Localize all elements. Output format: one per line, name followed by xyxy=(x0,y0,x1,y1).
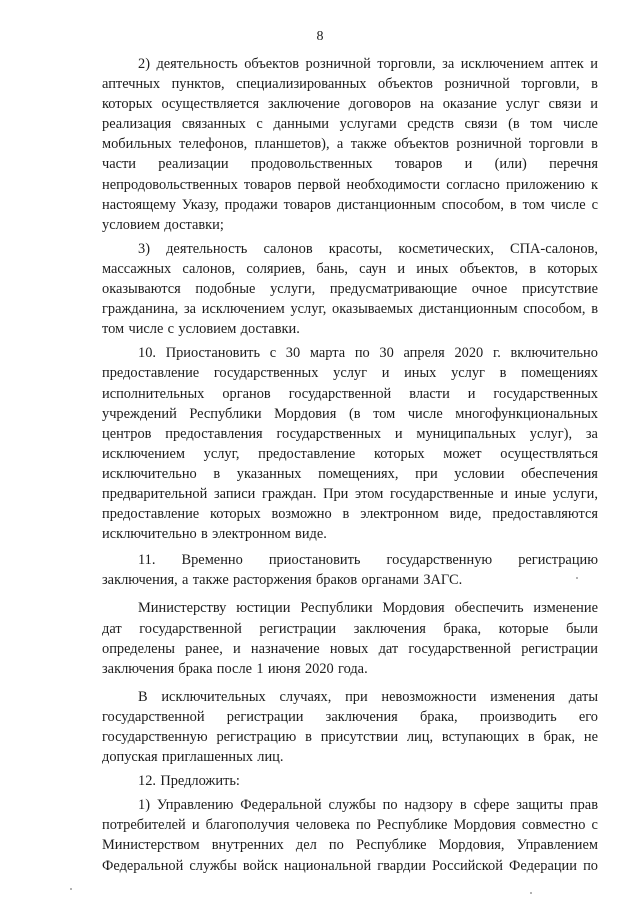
text-line: Министерству юстиции Республики Мордовия обеспечить изменение xyxy=(138,600,598,617)
text-line: том числе с условием доставки. xyxy=(102,321,300,338)
text-line: потребителей и благополучия человека по Республике Мордовия совместно с xyxy=(102,817,598,834)
scan-speck xyxy=(530,892,532,894)
text-line: исключением услуг, предоставление которых может осуществляться xyxy=(102,445,598,462)
paragraph-exceptional-cases xyxy=(102,687,598,767)
document-body xyxy=(102,54,598,876)
text-line: 3) деятельность салонов красоты, косметических, СПА-салонов, xyxy=(138,240,598,257)
text-line: непродовольственных товаров первой необходимости согласно приложению к xyxy=(102,176,598,193)
text-line: настоящему Указу, продажи товаров дистанционным способом, в том числе с xyxy=(102,196,598,213)
paragraph-item-12 xyxy=(102,771,598,791)
paragraph-item-10 xyxy=(102,343,598,544)
text-line: предоставление государственных услуг и иных услуг в помещениях xyxy=(102,365,598,382)
text-line: Министерством внутренних дел по Республике Мордовия, Управлением xyxy=(102,837,598,854)
text-line: части реализации продовольственных товаров и (или) перечня xyxy=(102,156,598,173)
text-line: исполнительных органов государственной власти и государственных xyxy=(102,385,598,402)
paragraph-rospotrebnadzor xyxy=(102,795,598,875)
text-line: оказываются подобные услуги, предусматривающие очное присутствие xyxy=(102,281,598,298)
text-line: Федеральной службы войск национальной гвардии Российской Федерации по xyxy=(102,857,598,874)
scan-speck xyxy=(576,577,578,579)
text-line: заключения, а также расторжения браков органами ЗАГС. xyxy=(102,572,463,589)
text-line: гражданина, за исключением услуг, оказываемых дистанционным способом, в xyxy=(102,301,598,318)
text-line: аптечных пунктов, специализированных объектов розничной торговли, в xyxy=(102,76,598,93)
page-number: 8 xyxy=(316,29,324,44)
text-line: 11. Временно приостановить государственную регистрацию xyxy=(138,552,598,569)
text-line: мобильных телефонов, планшетов), а также объектов розничной торговли в xyxy=(102,136,598,153)
text-line: которых осуществляется заключение договоров на оказание услуг связи и xyxy=(102,96,598,113)
text-line: учреждений Республики Мордовия (в том числе многофункциональных xyxy=(102,405,598,422)
text-line: определены ранее, и назначение новых дат государственной регистрации xyxy=(102,640,598,657)
text-line: допуская приглашенных лиц. xyxy=(102,749,284,766)
text-line: дат государственной регистрации заключения брака, которые были xyxy=(102,620,598,637)
text-line: 1) Управлению Федеральной службы по надзору в сфере защиты прав xyxy=(138,797,598,814)
text-line: массажных салонов, соляриев, бань, саун и иных объектов, в которых xyxy=(102,260,598,277)
text-line: заключения брака после 1 июня 2020 года. xyxy=(102,660,368,677)
text-line: государственной регистрации заключения брака, производить его xyxy=(102,708,598,725)
text-line: реализация связанных с данными услугами средств связи (в том числе xyxy=(102,116,598,133)
text-line: исключительно в электронном виде. xyxy=(102,526,327,543)
scan-speck xyxy=(70,888,72,890)
text-line: предоставление которых возможно в электронном виде, предоставляются xyxy=(102,506,598,523)
paragraph-item-11 xyxy=(102,550,598,590)
text-line: государственную регистрацию в присутствии лиц, вступающих в брак, не xyxy=(102,729,598,745)
text-line: центров предоставления государственных и муниципальных услуг), за xyxy=(102,425,598,442)
text-line: предварительной записи граждан. При этом государственные и иные услуги, xyxy=(102,485,598,502)
paragraph-shops xyxy=(102,54,598,235)
paragraph-salons xyxy=(102,239,598,339)
text-line: 2) деятельность объектов розничной торговли, за исключением аптек и xyxy=(138,56,598,72)
text-line: 10. Приостановить с 30 марта по 30 апреля 2020 г. включительно xyxy=(138,345,598,362)
paragraph-ministry-justice xyxy=(102,598,598,678)
text-line: условием доставки; xyxy=(102,216,224,233)
text-line: исключительно в указанных помещениях, при условии обеспечения xyxy=(102,465,598,482)
text-line: В исключительных случаях, при невозможности изменения даты xyxy=(138,688,598,705)
text-line: 12. Предложить: xyxy=(138,773,240,790)
